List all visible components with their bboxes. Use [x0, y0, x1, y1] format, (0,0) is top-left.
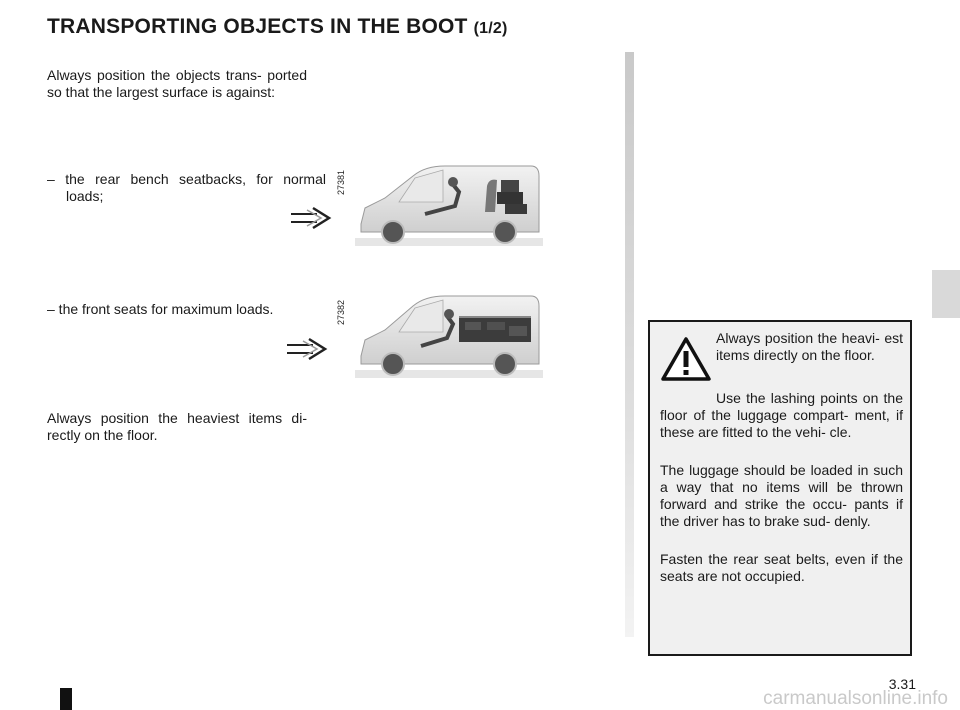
list-item-front-seats: – the front seats for maximum loads.	[47, 301, 274, 317]
double-arrow-icon	[289, 206, 335, 230]
warning-paragraph: The luggage should be loaded in such a way that no items will be thrown forward and strike the occu- pants if the driver has to brake sud- denly.	[660, 462, 903, 529]
warning-paragraph: Always position the heavi- est items directly on the floor.	[716, 330, 903, 363]
warning-box	[648, 320, 912, 656]
watermark: carmanualsonline.info	[763, 688, 948, 709]
intro-paragraph: Always position the objects trans- ported so that the largest surface is against:	[47, 67, 307, 100]
page-number: 3.31	[888, 676, 916, 692]
double-arrow-icon	[285, 337, 331, 361]
warning-triangle-icon	[660, 336, 712, 382]
page-title	[47, 15, 508, 39]
figure-code: 27381	[336, 169, 346, 195]
page-title-main: TRANSPORTING OBJECTS IN THE BOOT	[47, 15, 468, 38]
car-front-seats-illustration	[355, 292, 543, 380]
section-divider-bar	[625, 52, 634, 637]
corner-mark	[60, 688, 72, 710]
heaviest-items-note: Always position the heaviest items di- rectly on the floor.	[47, 410, 307, 443]
warning-paragraph: Fasten the rear seat belts, even if the seats are not occupied.	[660, 551, 903, 584]
car-rear-bench-illustration	[355, 162, 543, 248]
page-title-suffix: (1/2)	[473, 20, 508, 37]
chapter-tab	[932, 270, 960, 318]
list-item-rear-bench: – the rear bench seatbacks, for normal loads;	[47, 171, 326, 204]
figure-code: 27382	[336, 299, 346, 325]
warning-paragraph: Use the lashing points on the floor of the luggage compart- ment, if these are fitted to the vehi- cle.	[660, 390, 903, 440]
